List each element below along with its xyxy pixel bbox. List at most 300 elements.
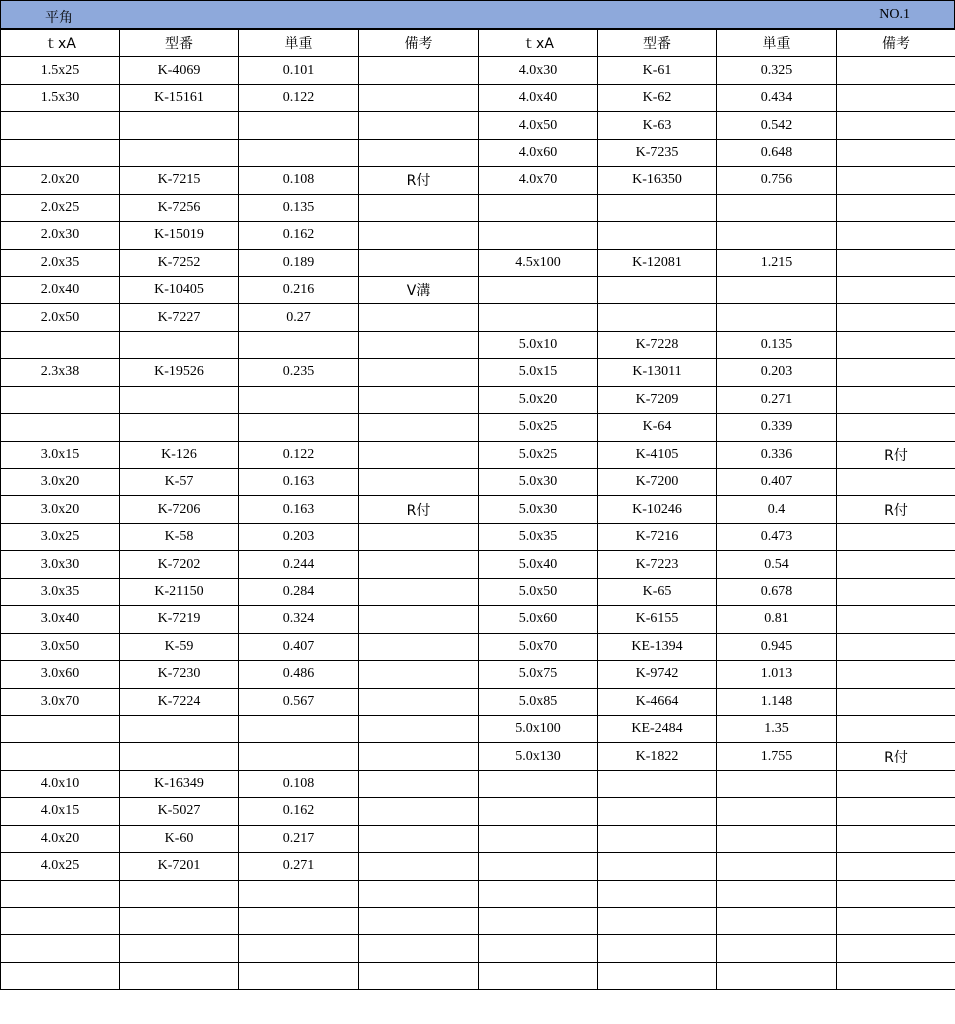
cell-size-right[interactable]: 4.0x70: [479, 167, 598, 194]
table-row: [1, 222, 955, 249]
cell-size-right[interactable]: 5.0x25: [479, 441, 598, 468]
cell-notes-right[interactable]: [837, 469, 955, 496]
cell-size-right[interactable]: 5.0x50: [479, 578, 598, 605]
cell-size-right[interactable]: 5.0x85: [479, 688, 598, 715]
table-row: [1, 798, 955, 825]
header-weight-right: 単重: [717, 30, 837, 57]
cell-notes-right[interactable]: [837, 57, 955, 84]
cell-size-right[interactable]: 5.0x130: [479, 743, 598, 770]
cell-weight-right[interactable]: 0.336: [717, 441, 837, 468]
cell-size-left[interactable]: 3.0x70: [1, 688, 120, 715]
cell-notes-left[interactable]: [359, 84, 479, 111]
cell-model-right[interactable]: K-62: [598, 84, 717, 111]
sheet-title: 平角: [45, 10, 73, 26]
cell-weight-left[interactable]: 0.162: [239, 222, 359, 249]
table-row: [1, 661, 955, 688]
cell-size-left[interactable]: 4.0x20: [1, 825, 120, 852]
cell-weight-right[interactable]: 0.271: [717, 386, 837, 413]
cell-notes-left[interactable]: [359, 194, 479, 221]
cell-weight-right[interactable]: 1.148: [717, 688, 837, 715]
cell-notes-right[interactable]: [837, 386, 955, 413]
cell-notes-right[interactable]: [837, 249, 955, 276]
cell-model-right[interactable]: [598, 853, 717, 880]
table-row: [1, 523, 955, 550]
cell-notes-left[interactable]: [359, 935, 479, 962]
header-notes-left: 備考: [359, 30, 479, 57]
cell-weight-left[interactable]: 0.27: [239, 304, 359, 331]
cell-weight-right[interactable]: 0.648: [717, 139, 837, 166]
cell-size-left[interactable]: 3.0x60: [1, 661, 120, 688]
cell-size-right[interactable]: 5.0x75: [479, 661, 598, 688]
cell-weight-left[interactable]: 0.163: [239, 496, 359, 523]
cell-size-right[interactable]: 5.0x60: [479, 606, 598, 633]
cell-model-right[interactable]: KE-2484: [598, 715, 717, 742]
cell-weight-left[interactable]: [239, 331, 359, 358]
cell-weight-left[interactable]: 0.244: [239, 551, 359, 578]
cell-model-left[interactable]: [120, 908, 239, 935]
cell-weight-left[interactable]: 0.203: [239, 523, 359, 550]
cell-weight-right[interactable]: [717, 962, 837, 989]
cell-model-left[interactable]: K-16349: [120, 770, 239, 797]
cell-weight-right[interactable]: 0.339: [717, 414, 837, 441]
cell-size-right[interactable]: 5.0x35: [479, 523, 598, 550]
cell-size-left[interactable]: 2.0x30: [1, 222, 120, 249]
cell-size-left[interactable]: 2.0x20: [1, 167, 120, 194]
cell-notes-right[interactable]: [837, 112, 955, 139]
cell-size-right[interactable]: [479, 962, 598, 989]
cell-size-right[interactable]: [479, 908, 598, 935]
cell-weight-left[interactable]: 0.122: [239, 441, 359, 468]
cell-notes-left[interactable]: V溝: [359, 276, 479, 303]
cell-notes-right[interactable]: [837, 853, 955, 880]
cell-size-left[interactable]: 3.0x15: [1, 441, 120, 468]
cell-size-left[interactable]: 3.0x25: [1, 523, 120, 550]
table-row: [1, 825, 955, 852]
cell-model-right[interactable]: [598, 194, 717, 221]
table-row: [1, 194, 955, 221]
table-row: [1, 743, 955, 770]
cell-model-left[interactable]: K-57: [120, 469, 239, 496]
cell-model-right[interactable]: [598, 798, 717, 825]
cell-size-left[interactable]: 3.0x40: [1, 606, 120, 633]
cell-notes-right[interactable]: [837, 606, 955, 633]
cell-model-right[interactable]: [598, 935, 717, 962]
cell-notes-right[interactable]: [837, 880, 955, 907]
cell-size-right[interactable]: 5.0x100: [479, 715, 598, 742]
cell-weight-left[interactable]: 0.407: [239, 633, 359, 660]
cell-weight-right[interactable]: [717, 908, 837, 935]
cell-model-left[interactable]: [120, 743, 239, 770]
cell-weight-right[interactable]: [717, 880, 837, 907]
cell-notes-right[interactable]: [837, 633, 955, 660]
cell-model-left[interactable]: [120, 935, 239, 962]
table-row: [1, 359, 955, 386]
cell-weight-right[interactable]: [717, 194, 837, 221]
cell-notes-left[interactable]: [359, 743, 479, 770]
cell-size-left[interactable]: 2.0x25: [1, 194, 120, 221]
cell-model-right[interactable]: K-65: [598, 578, 717, 605]
cell-size-right[interactable]: [479, 853, 598, 880]
cell-size-left[interactable]: 2.0x35: [1, 249, 120, 276]
cell-size-right[interactable]: [479, 880, 598, 907]
cell-size-right[interactable]: [479, 935, 598, 962]
cell-notes-left[interactable]: [359, 853, 479, 880]
cell-notes-left[interactable]: [359, 688, 479, 715]
cell-size-left[interactable]: [1, 962, 120, 989]
cell-model-right[interactable]: K-1822: [598, 743, 717, 770]
cell-weight-right[interactable]: 0.135: [717, 331, 837, 358]
cell-size-left[interactable]: 3.0x50: [1, 633, 120, 660]
cell-notes-right[interactable]: [837, 825, 955, 852]
cell-model-right[interactable]: K-16350: [598, 167, 717, 194]
cell-model-left[interactable]: [120, 386, 239, 413]
cell-notes-right[interactable]: [837, 578, 955, 605]
cell-weight-right[interactable]: 0.325: [717, 57, 837, 84]
cell-notes-right[interactable]: [837, 167, 955, 194]
cell-weight-left[interactable]: 0.162: [239, 798, 359, 825]
cell-notes-left[interactable]: [359, 414, 479, 441]
cell-model-left[interactable]: K-7256: [120, 194, 239, 221]
cell-weight-right[interactable]: [717, 853, 837, 880]
cell-weight-right[interactable]: 1.013: [717, 661, 837, 688]
cell-model-left[interactable]: K-7224: [120, 688, 239, 715]
cell-weight-right[interactable]: 0.4: [717, 496, 837, 523]
cell-model-right[interactable]: K-7216: [598, 523, 717, 550]
cell-weight-right[interactable]: [717, 304, 837, 331]
cell-weight-left[interactable]: [239, 112, 359, 139]
cell-size-left[interactable]: [1, 112, 120, 139]
table-row: [1, 606, 955, 633]
table-row: [1, 496, 955, 523]
cell-notes-left[interactable]: [359, 770, 479, 797]
cell-notes-right[interactable]: [837, 222, 955, 249]
cell-weight-left[interactable]: 0.217: [239, 825, 359, 852]
cell-size-left[interactable]: 3.0x20: [1, 469, 120, 496]
cell-weight-left[interactable]: 0.101: [239, 57, 359, 84]
cell-size-right[interactable]: 4.0x40: [479, 84, 598, 111]
table-row: [1, 414, 955, 441]
cell-weight-right[interactable]: 0.473: [717, 523, 837, 550]
cell-notes-left[interactable]: [359, 523, 479, 550]
cell-size-right[interactable]: 5.0x30: [479, 469, 598, 496]
cell-size-right[interactable]: 5.0x70: [479, 633, 598, 660]
cell-size-left[interactable]: [1, 715, 120, 742]
cell-size-right[interactable]: [479, 798, 598, 825]
cell-notes-right[interactable]: [837, 414, 955, 441]
cell-size-right[interactable]: 5.0x20: [479, 386, 598, 413]
cell-notes-right[interactable]: R付: [837, 743, 955, 770]
cell-weight-right[interactable]: 0.434: [717, 84, 837, 111]
cell-weight-left[interactable]: 0.486: [239, 661, 359, 688]
cell-model-right[interactable]: K-4664: [598, 688, 717, 715]
cell-notes-left[interactable]: [359, 578, 479, 605]
cell-weight-left[interactable]: 0.235: [239, 359, 359, 386]
cell-model-left[interactable]: [120, 139, 239, 166]
cell-weight-left[interactable]: [239, 880, 359, 907]
cell-model-right[interactable]: K-64: [598, 414, 717, 441]
table-row: [1, 441, 955, 468]
cell-notes-left[interactable]: [359, 880, 479, 907]
table-row: [1, 770, 955, 797]
table-row: [1, 139, 955, 166]
cell-model-left[interactable]: [120, 414, 239, 441]
cell-size-left[interactable]: [1, 908, 120, 935]
cell-weight-left[interactable]: 0.122: [239, 84, 359, 111]
cell-size-right[interactable]: [479, 770, 598, 797]
cell-model-right[interactable]: [598, 825, 717, 852]
cell-weight-right[interactable]: [717, 276, 837, 303]
cell-model-left[interactable]: K-15019: [120, 222, 239, 249]
cell-size-left[interactable]: [1, 743, 120, 770]
cell-notes-right[interactable]: R付: [837, 496, 955, 523]
cell-model-left[interactable]: [120, 715, 239, 742]
table-row: [1, 249, 955, 276]
cell-weight-left[interactable]: [239, 743, 359, 770]
cell-size-right[interactable]: [479, 222, 598, 249]
cell-weight-left[interactable]: 0.189: [239, 249, 359, 276]
cell-model-right[interactable]: K-9742: [598, 661, 717, 688]
cell-notes-right[interactable]: [837, 359, 955, 386]
cell-size-right[interactable]: 5.0x40: [479, 551, 598, 578]
cell-weight-right[interactable]: [717, 935, 837, 962]
cell-model-right[interactable]: K-12081: [598, 249, 717, 276]
cell-model-left[interactable]: K-7219: [120, 606, 239, 633]
cell-notes-right[interactable]: [837, 276, 955, 303]
cell-weight-left[interactable]: [239, 715, 359, 742]
cell-model-left[interactable]: K-58: [120, 523, 239, 550]
cell-model-left[interactable]: K-15161: [120, 84, 239, 111]
cell-model-right[interactable]: KE-1394: [598, 633, 717, 660]
cell-notes-left[interactable]: [359, 139, 479, 166]
cell-size-right[interactable]: 4.5x100: [479, 249, 598, 276]
cell-model-left[interactable]: K-5027: [120, 798, 239, 825]
header-size-left: ｔxA: [1, 30, 120, 57]
cell-notes-left[interactable]: [359, 715, 479, 742]
table-row: [1, 304, 955, 331]
cell-weight-left[interactable]: [239, 139, 359, 166]
cell-notes-right[interactable]: [837, 194, 955, 221]
cell-weight-right[interactable]: 0.54: [717, 551, 837, 578]
cell-weight-right[interactable]: 0.407: [717, 469, 837, 496]
cell-size-left[interactable]: 3.0x20: [1, 496, 120, 523]
cell-model-left[interactable]: [120, 112, 239, 139]
cell-model-right[interactable]: [598, 222, 717, 249]
cell-size-right[interactable]: [479, 825, 598, 852]
cell-model-right[interactable]: [598, 276, 717, 303]
cell-model-left[interactable]: K-7252: [120, 249, 239, 276]
cell-model-left[interactable]: [120, 331, 239, 358]
cell-size-left[interactable]: [1, 139, 120, 166]
cell-model-right[interactable]: K-61: [598, 57, 717, 84]
cell-size-right[interactable]: 5.0x25: [479, 414, 598, 441]
cell-weight-right[interactable]: 0.678: [717, 578, 837, 605]
cell-size-left[interactable]: 3.0x30: [1, 551, 120, 578]
cell-notes-right[interactable]: [837, 770, 955, 797]
cell-weight-right[interactable]: 0.945: [717, 633, 837, 660]
cell-model-left[interactable]: K-19526: [120, 359, 239, 386]
cell-notes-left[interactable]: [359, 798, 479, 825]
cell-model-right[interactable]: K-7223: [598, 551, 717, 578]
cell-notes-left[interactable]: [359, 441, 479, 468]
cell-notes-right[interactable]: [837, 304, 955, 331]
cell-weight-left[interactable]: 0.284: [239, 578, 359, 605]
cell-weight-right[interactable]: 0.81: [717, 606, 837, 633]
table-row: [1, 578, 955, 605]
cell-model-right[interactable]: [598, 880, 717, 907]
cell-size-left[interactable]: 4.0x25: [1, 853, 120, 880]
cell-size-right[interactable]: 4.0x50: [479, 112, 598, 139]
cell-notes-left[interactable]: [359, 304, 479, 331]
cell-model-left[interactable]: K-7202: [120, 551, 239, 578]
cell-size-right[interactable]: 4.0x30: [479, 57, 598, 84]
cell-notes-left[interactable]: [359, 331, 479, 358]
cell-notes-left[interactable]: R付: [359, 167, 479, 194]
cell-model-left[interactable]: K-21150: [120, 578, 239, 605]
cell-weight-right[interactable]: [717, 222, 837, 249]
cell-notes-left[interactable]: [359, 386, 479, 413]
table-row: [1, 551, 955, 578]
cell-weight-left[interactable]: 0.324: [239, 606, 359, 633]
cell-size-left[interactable]: 4.0x10: [1, 770, 120, 797]
cell-model-right[interactable]: K-6155: [598, 606, 717, 633]
table-row: [1, 469, 955, 496]
cell-notes-left[interactable]: [359, 661, 479, 688]
table-row: [1, 688, 955, 715]
table-row: [1, 112, 955, 139]
table-row: [1, 276, 955, 303]
cell-size-left[interactable]: [1, 331, 120, 358]
cell-weight-right[interactable]: 0.203: [717, 359, 837, 386]
cell-notes-left[interactable]: [359, 359, 479, 386]
cell-size-right[interactable]: [479, 276, 598, 303]
cell-size-right[interactable]: [479, 304, 598, 331]
cell-model-left[interactable]: [120, 880, 239, 907]
cell-size-left[interactable]: 2.0x40: [1, 276, 120, 303]
cell-weight-left[interactable]: [239, 935, 359, 962]
cell-notes-right[interactable]: [837, 331, 955, 358]
cell-weight-right[interactable]: 0.756: [717, 167, 837, 194]
cell-model-right[interactable]: K-4105: [598, 441, 717, 468]
cell-size-left[interactable]: [1, 935, 120, 962]
cell-model-right[interactable]: K-13011: [598, 359, 717, 386]
cell-size-left[interactable]: [1, 386, 120, 413]
cell-model-left[interactable]: [120, 962, 239, 989]
cell-weight-left[interactable]: [239, 414, 359, 441]
cell-model-right[interactable]: K-7228: [598, 331, 717, 358]
cell-weight-right[interactable]: 1.755: [717, 743, 837, 770]
cell-model-right[interactable]: [598, 304, 717, 331]
cell-weight-left[interactable]: 0.567: [239, 688, 359, 715]
cell-notes-left[interactable]: [359, 633, 479, 660]
cell-notes-left[interactable]: [359, 112, 479, 139]
cell-weight-left[interactable]: 0.108: [239, 770, 359, 797]
cell-notes-right[interactable]: [837, 798, 955, 825]
cell-size-left[interactable]: 3.0x35: [1, 578, 120, 605]
cell-notes-right[interactable]: [837, 139, 955, 166]
cell-size-right[interactable]: 5.0x10: [479, 331, 598, 358]
cell-notes-right[interactable]: [837, 84, 955, 111]
cell-model-right[interactable]: [598, 770, 717, 797]
cell-notes-right[interactable]: [837, 962, 955, 989]
cell-model-left[interactable]: K-7230: [120, 661, 239, 688]
cell-weight-right[interactable]: [717, 770, 837, 797]
cell-size-right[interactable]: 4.0x60: [479, 139, 598, 166]
cell-model-right[interactable]: K-7200: [598, 469, 717, 496]
cell-weight-left[interactable]: 0.216: [239, 276, 359, 303]
cell-notes-left[interactable]: [359, 825, 479, 852]
cell-model-right[interactable]: [598, 908, 717, 935]
cell-weight-right[interactable]: 0.542: [717, 112, 837, 139]
cell-notes-right[interactable]: [837, 551, 955, 578]
cell-weight-left[interactable]: 0.271: [239, 853, 359, 880]
cell-notes-right[interactable]: [837, 688, 955, 715]
product-table: [0, 29, 955, 990]
cell-size-right[interactable]: 5.0x15: [479, 359, 598, 386]
cell-model-left[interactable]: K-126: [120, 441, 239, 468]
cell-notes-left[interactable]: [359, 222, 479, 249]
cell-notes-left[interactable]: [359, 469, 479, 496]
cell-notes-left[interactable]: [359, 551, 479, 578]
cell-model-left[interactable]: K-4069: [120, 57, 239, 84]
cell-notes-right[interactable]: [837, 661, 955, 688]
cell-weight-left[interactable]: [239, 386, 359, 413]
cell-weight-left[interactable]: 0.135: [239, 194, 359, 221]
cell-model-right[interactable]: K-7209: [598, 386, 717, 413]
cell-notes-left[interactable]: [359, 57, 479, 84]
cell-weight-right[interactable]: 1.215: [717, 249, 837, 276]
cell-model-left[interactable]: K-10405: [120, 276, 239, 303]
cell-size-left[interactable]: [1, 880, 120, 907]
cell-model-right[interactable]: [598, 962, 717, 989]
cell-model-left[interactable]: K-7227: [120, 304, 239, 331]
cell-notes-right[interactable]: R付: [837, 441, 955, 468]
cell-model-right[interactable]: K-10246: [598, 496, 717, 523]
cell-notes-left[interactable]: [359, 606, 479, 633]
cell-size-right[interactable]: [479, 194, 598, 221]
cell-model-left[interactable]: K-7215: [120, 167, 239, 194]
cell-notes-right[interactable]: [837, 523, 955, 550]
cell-notes-left[interactable]: [359, 908, 479, 935]
header-row: [1, 30, 955, 57]
cell-model-left[interactable]: K-59: [120, 633, 239, 660]
cell-notes-left[interactable]: [359, 962, 479, 989]
cell-model-right[interactable]: K-63: [598, 112, 717, 139]
cell-model-left[interactable]: K-60: [120, 825, 239, 852]
cell-notes-right[interactable]: [837, 935, 955, 962]
cell-size-left[interactable]: [1, 414, 120, 441]
cell-weight-left[interactable]: 0.108: [239, 167, 359, 194]
cell-weight-left[interactable]: 0.163: [239, 469, 359, 496]
cell-weight-left[interactable]: [239, 908, 359, 935]
cell-weight-left[interactable]: [239, 962, 359, 989]
cell-notes-left[interactable]: [359, 249, 479, 276]
cell-weight-right[interactable]: 1.35: [717, 715, 837, 742]
cell-size-left[interactable]: 1.5x25: [1, 57, 120, 84]
cell-model-left[interactable]: K-7206: [120, 496, 239, 523]
cell-model-left[interactable]: K-7201: [120, 853, 239, 880]
cell-weight-right[interactable]: [717, 825, 837, 852]
cell-size-left[interactable]: 1.5x30: [1, 84, 120, 111]
cell-size-left[interactable]: 2.3x38: [1, 359, 120, 386]
cell-size-left[interactable]: 4.0x15: [1, 798, 120, 825]
cell-model-right[interactable]: K-7235: [598, 139, 717, 166]
cell-notes-right[interactable]: [837, 715, 955, 742]
cell-size-left[interactable]: 2.0x50: [1, 304, 120, 331]
cell-notes-left[interactable]: R付: [359, 496, 479, 523]
cell-weight-right[interactable]: [717, 798, 837, 825]
cell-size-right[interactable]: 5.0x30: [479, 496, 598, 523]
cell-notes-right[interactable]: [837, 908, 955, 935]
